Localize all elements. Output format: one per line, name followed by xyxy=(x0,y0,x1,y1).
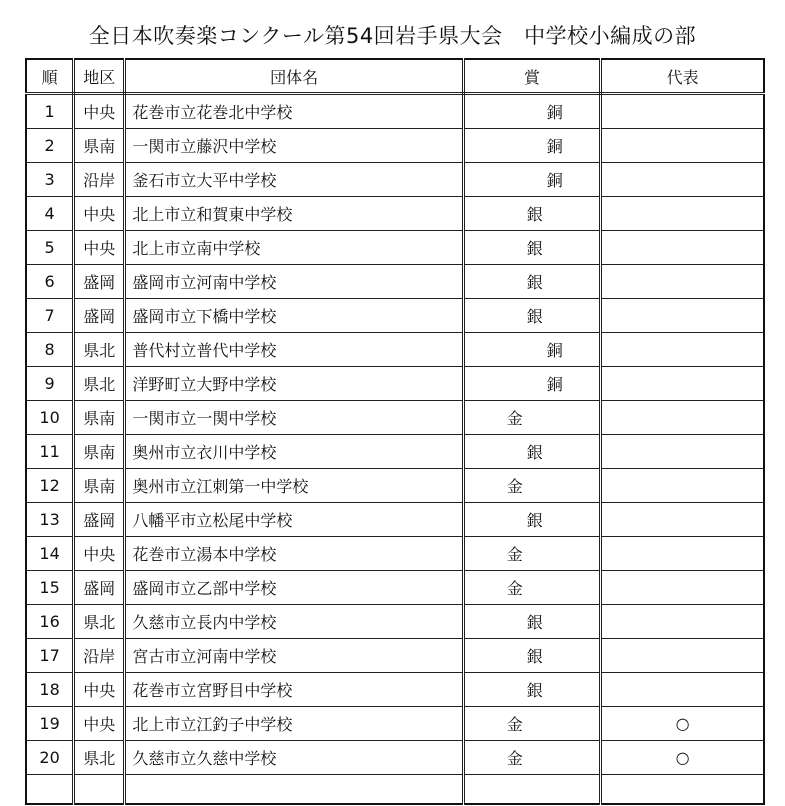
header-name: 団体名 xyxy=(125,59,463,94)
row-region: 沿岸 xyxy=(74,163,125,197)
row-region: 中央 xyxy=(74,673,125,707)
row-no: 2 xyxy=(26,129,74,163)
row-no: 4 xyxy=(26,197,74,231)
row-name: 花巻市立宮野目中学校 xyxy=(125,673,463,707)
row-representative xyxy=(601,231,764,265)
row-representative xyxy=(601,605,764,639)
row-representative xyxy=(601,537,764,571)
row-no: 1 xyxy=(26,94,74,129)
table-row xyxy=(26,401,764,435)
row-region: 県南 xyxy=(74,129,125,163)
row-representative xyxy=(601,639,764,673)
row-no: 6 xyxy=(26,265,74,299)
page-title: 全日本吹奏楽コンクール第54回岩手県大会 中学校小編成の部 xyxy=(88,24,697,48)
row-representative xyxy=(601,503,764,537)
row-no: 14 xyxy=(26,537,74,571)
row-name: 一関市立一関中学校 xyxy=(125,401,463,435)
row-region: 沿岸 xyxy=(74,639,125,673)
row-award: 銀 xyxy=(463,435,601,469)
row-region: 県南 xyxy=(74,469,125,503)
row-representative xyxy=(601,367,764,401)
row-name: 盛岡市立河南中学校 xyxy=(125,265,463,299)
row-name: 久慈市立長内中学校 xyxy=(125,605,463,639)
table-row xyxy=(26,537,764,571)
row-representative xyxy=(601,673,764,707)
header-no: 順 xyxy=(26,59,74,94)
row-award: 銀 xyxy=(463,299,601,333)
row-award: 銀 xyxy=(463,197,601,231)
row-name: 北上市立江釣子中学校 xyxy=(125,707,463,741)
row-award: 銀 xyxy=(463,231,601,265)
table-row-empty xyxy=(26,775,764,805)
row-award: 銀 xyxy=(463,673,601,707)
row-name: 盛岡市立下橋中学校 xyxy=(125,299,463,333)
header-award: 賞 xyxy=(463,59,601,94)
row-representative xyxy=(601,435,764,469)
empty-cell xyxy=(463,775,601,805)
row-region: 中央 xyxy=(74,197,125,231)
row-no: 19 xyxy=(26,707,74,741)
table-row xyxy=(26,231,764,265)
row-no: 8 xyxy=(26,333,74,367)
row-region: 中央 xyxy=(74,707,125,741)
row-no: 9 xyxy=(26,367,74,401)
row-representative xyxy=(601,401,764,435)
table-row xyxy=(26,435,764,469)
row-representative xyxy=(601,333,764,367)
row-name: 普代村立普代中学校 xyxy=(125,333,463,367)
row-award: 銀 xyxy=(463,639,601,673)
row-no: 12 xyxy=(26,469,74,503)
table-row xyxy=(26,469,764,503)
results-table xyxy=(25,58,765,805)
row-name: 盛岡市立乙部中学校 xyxy=(125,571,463,605)
empty-cell xyxy=(125,775,463,805)
table-row xyxy=(26,571,764,605)
row-award: 金 xyxy=(463,707,601,741)
row-no: 3 xyxy=(26,163,74,197)
row-representative: ○ xyxy=(601,741,764,775)
row-no: 20 xyxy=(26,741,74,775)
row-name: 久慈市立久慈中学校 xyxy=(125,741,463,775)
row-representative xyxy=(601,299,764,333)
row-region: 盛岡 xyxy=(74,503,125,537)
table-row xyxy=(26,741,764,775)
row-name: 洋野町立大野中学校 xyxy=(125,367,463,401)
row-award: 銅 xyxy=(463,367,601,401)
table-row xyxy=(26,605,764,639)
row-name: 北上市立南中学校 xyxy=(125,231,463,265)
row-name: 奥州市立江刺第一中学校 xyxy=(125,469,463,503)
header-representative: 代表 xyxy=(601,59,764,94)
row-name: 花巻市立湯本中学校 xyxy=(125,537,463,571)
row-region: 県南 xyxy=(74,435,125,469)
table-row xyxy=(26,129,764,163)
row-representative xyxy=(601,197,764,231)
table-body xyxy=(26,94,764,805)
row-representative xyxy=(601,163,764,197)
table-header-row xyxy=(26,59,764,94)
row-region: 県北 xyxy=(74,367,125,401)
row-region: 中央 xyxy=(74,537,125,571)
row-award: 銀 xyxy=(463,265,601,299)
row-region: 中央 xyxy=(74,94,125,129)
row-representative xyxy=(601,571,764,605)
row-name: 花巻市立花巻北中学校 xyxy=(125,94,463,129)
row-award: 銀 xyxy=(463,503,601,537)
row-no: 18 xyxy=(26,673,74,707)
row-no: 16 xyxy=(26,605,74,639)
table-row xyxy=(26,707,764,741)
table-row xyxy=(26,197,764,231)
row-no: 5 xyxy=(26,231,74,265)
row-name: 北上市立和賀東中学校 xyxy=(125,197,463,231)
table-row xyxy=(26,673,764,707)
table-row xyxy=(26,367,764,401)
row-name: 奥州市立衣川中学校 xyxy=(125,435,463,469)
table-row xyxy=(26,265,764,299)
row-representative xyxy=(601,469,764,503)
row-region: 県北 xyxy=(74,333,125,367)
row-representative xyxy=(601,94,764,129)
row-representative: ○ xyxy=(601,707,764,741)
table-row xyxy=(26,333,764,367)
row-name: 宮古市立河南中学校 xyxy=(125,639,463,673)
row-name: 八幡平市立松尾中学校 xyxy=(125,503,463,537)
row-no: 13 xyxy=(26,503,74,537)
row-award: 銅 xyxy=(463,129,601,163)
table-row xyxy=(26,94,764,129)
row-no: 10 xyxy=(26,401,74,435)
row-region: 盛岡 xyxy=(74,299,125,333)
row-award: 銅 xyxy=(463,333,601,367)
row-award: 金 xyxy=(463,401,601,435)
row-no: 15 xyxy=(26,571,74,605)
empty-cell xyxy=(26,775,74,805)
table-row xyxy=(26,299,764,333)
table-row xyxy=(26,163,764,197)
row-region: 盛岡 xyxy=(74,265,125,299)
table-row xyxy=(26,639,764,673)
row-award: 金 xyxy=(463,469,601,503)
row-region: 県北 xyxy=(74,741,125,775)
row-region: 盛岡 xyxy=(74,571,125,605)
header-region: 地区 xyxy=(74,59,125,94)
row-representative xyxy=(601,265,764,299)
row-award: 金 xyxy=(463,741,601,775)
row-award: 金 xyxy=(463,571,601,605)
empty-cell xyxy=(74,775,125,805)
row-no: 17 xyxy=(26,639,74,673)
row-award: 銅 xyxy=(463,94,601,129)
row-award: 銀 xyxy=(463,605,601,639)
row-name: 釜石市立大平中学校 xyxy=(125,163,463,197)
row-region: 中央 xyxy=(74,231,125,265)
row-region: 県南 xyxy=(74,401,125,435)
row-no: 11 xyxy=(26,435,74,469)
row-region: 県北 xyxy=(74,605,125,639)
row-award: 銅 xyxy=(463,163,601,197)
row-name: 一関市立藤沢中学校 xyxy=(125,129,463,163)
row-no: 7 xyxy=(26,299,74,333)
row-award: 金 xyxy=(463,537,601,571)
row-representative xyxy=(601,129,764,163)
table-row xyxy=(26,503,764,537)
empty-cell xyxy=(601,775,764,805)
